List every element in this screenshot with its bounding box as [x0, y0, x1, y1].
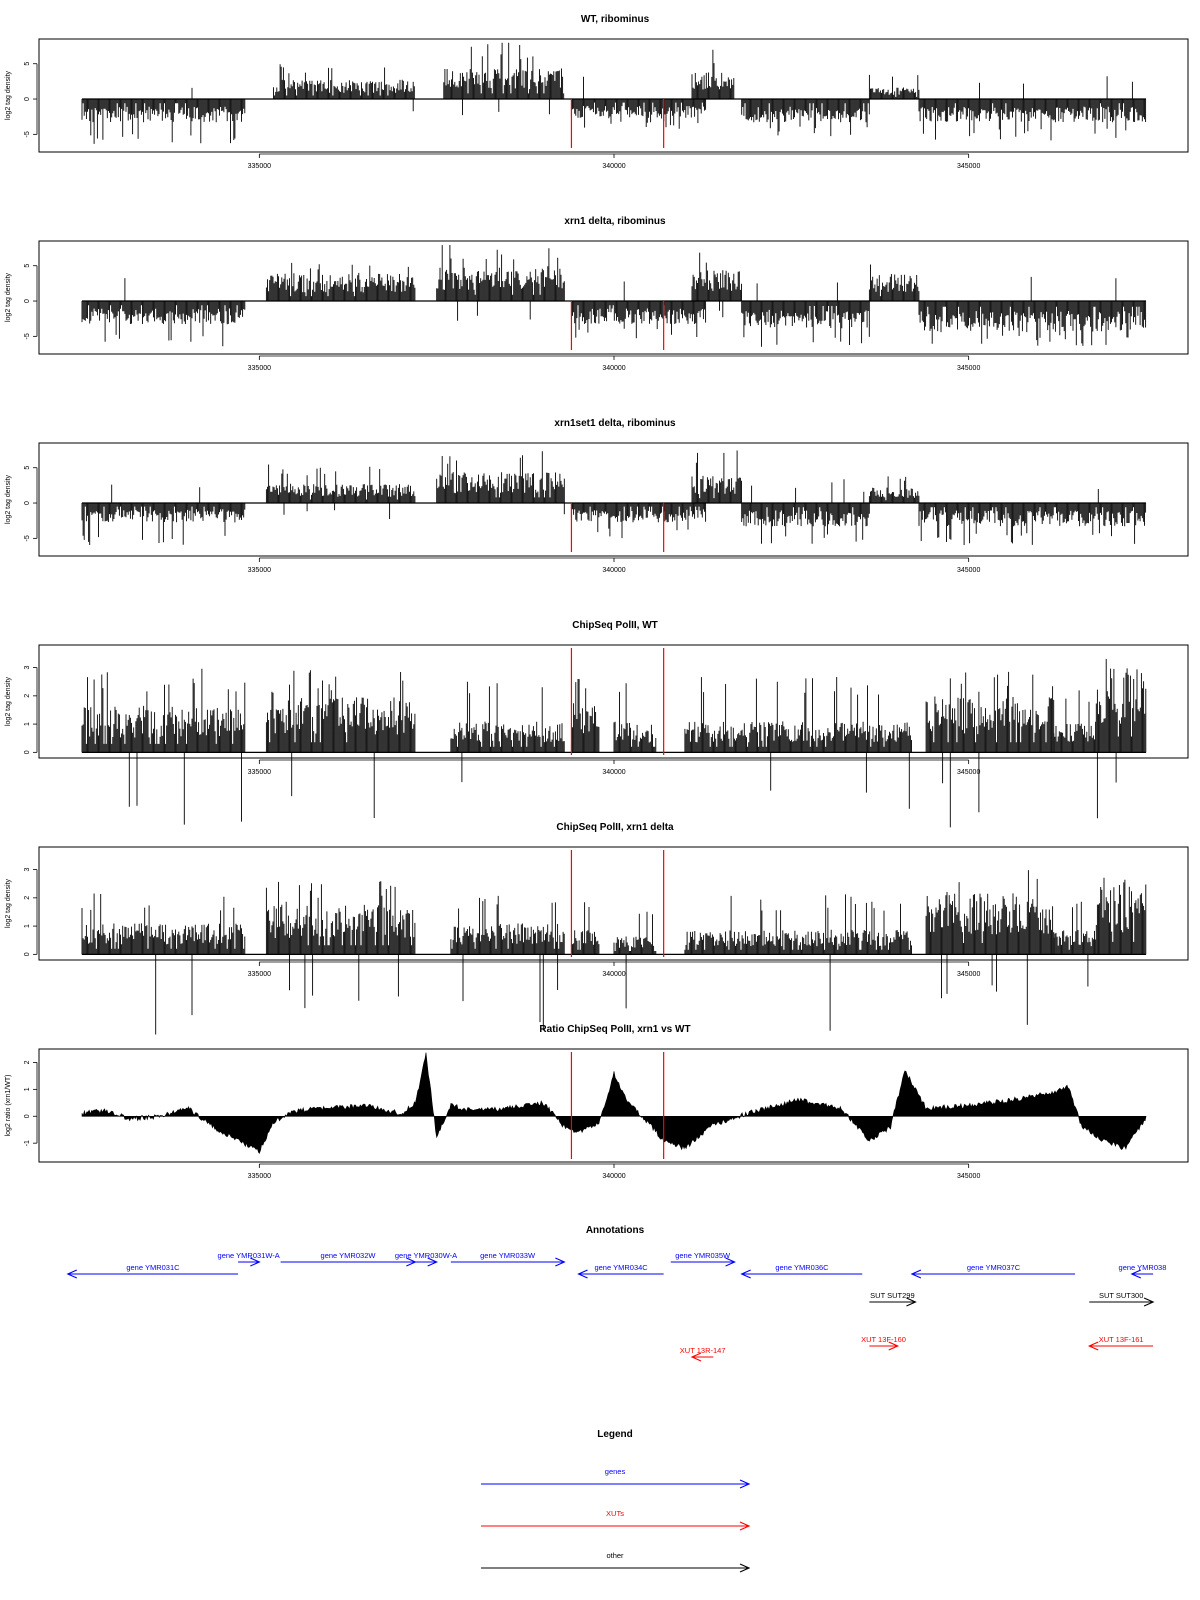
bar-segment-2 — [266, 465, 415, 520]
bar-segment-2 — [274, 64, 415, 111]
chart-panel-5 — [5, 822, 1188, 1035]
chart-panel-2 — [5, 216, 1188, 372]
y-tick-label: 2 — [24, 895, 31, 900]
feature-label: gene YMR034C — [594, 1263, 648, 1272]
y-axis-label: log2 tag density — [5, 272, 12, 323]
bar-segment-7 — [926, 672, 1054, 828]
bar-segment-1 — [82, 88, 245, 144]
bar-segment-4 — [571, 282, 705, 339]
bar-segment-4 — [571, 503, 705, 538]
feature-label: gene YMR031W-A — [217, 1251, 280, 1260]
legend-label: XUTs — [606, 1509, 624, 1518]
legend-arrow-1 — [481, 1480, 749, 1488]
bar-segment-8 — [1054, 690, 1096, 752]
y-tick-label: 0 — [24, 1114, 31, 1119]
bar-segment-7 — [869, 265, 919, 302]
plot-frame — [39, 241, 1188, 354]
x-tick-label: 340000 — [602, 365, 626, 372]
y-axis-label: log2 tag density — [5, 474, 12, 525]
bar-segment-8 — [919, 489, 1146, 545]
chart-panel-6 — [5, 1024, 1188, 1180]
y-axis-label: log2 tag density — [5, 878, 12, 929]
panel-title: ChipSeq PolII, xrn1 delta — [556, 822, 674, 833]
bar-segment-3 — [451, 682, 564, 782]
x-tick-label: 335000 — [247, 365, 272, 372]
feature-label: XUT 13F-161 — [1098, 1335, 1144, 1344]
x-tick-label: 340000 — [602, 567, 626, 574]
annotations-title: Annotations — [585, 1225, 645, 1236]
bar-segment-6 — [742, 283, 870, 347]
y-tick-label: 3 — [24, 665, 31, 670]
y-axis-label: log2 tag density — [5, 676, 12, 727]
feature-label: gene YMR033W — [480, 1251, 536, 1260]
bar-segment-2 — [266, 670, 415, 818]
y-tick-label: 0 — [24, 501, 31, 505]
bar-segment-8 — [1054, 902, 1096, 987]
legend-title: Legend — [597, 1429, 633, 1440]
bar-segment-4 — [571, 679, 599, 752]
y-tick-label: -5 — [24, 535, 31, 542]
bar-segment-6 — [742, 99, 870, 136]
data-marks — [82, 451, 1146, 546]
y-tick-label: -5 — [24, 131, 31, 138]
y-axis-label: log2 tag density — [5, 70, 12, 121]
bar-segment-3 — [437, 451, 565, 514]
feature-label: gene YMR030W-A — [394, 1251, 458, 1260]
data-marks — [82, 1053, 1146, 1154]
y-tick-label: 1 — [24, 924, 31, 929]
bar-segment-6 — [685, 677, 912, 809]
x-tick-label: 335000 — [247, 567, 272, 574]
bar-segment-8 — [919, 76, 1146, 140]
bar-segment-5 — [614, 683, 656, 752]
bar-segment-7 — [926, 870, 1054, 1025]
bar-segment-4 — [571, 77, 705, 129]
bar-segment-1 — [82, 894, 245, 1035]
data-marks — [82, 870, 1146, 1034]
y-tick-label: 2 — [24, 1060, 31, 1065]
plot-frame — [39, 443, 1188, 556]
bar-segment-7 — [869, 75, 919, 99]
panel-title: WT, ribominus — [580, 14, 650, 25]
bar-segment-1 — [82, 278, 245, 346]
x-tick-label: 345000 — [956, 163, 981, 170]
bar-segment-3 — [437, 245, 565, 321]
y-tick-label: 1 — [24, 722, 31, 727]
bar-segment-6 — [742, 479, 870, 543]
bar-segment-1 — [82, 485, 245, 545]
y-tick-label: -5 — [24, 333, 31, 340]
bar-segment-5 — [692, 50, 734, 99]
x-tick-label: 335000 — [247, 163, 272, 170]
x-tick-label: 340000 — [602, 769, 626, 776]
legend — [481, 1467, 749, 1572]
bar-segment-1 — [82, 669, 245, 825]
x-tick-label: 340000 — [602, 1173, 626, 1180]
y-tick-label: 5 — [24, 263, 31, 268]
x-tick-label: 345000 — [956, 971, 981, 978]
ratio-area — [82, 1053, 1146, 1154]
feature-label: gene YMR038 — [1118, 1263, 1167, 1272]
x-tick-label: 335000 — [247, 971, 272, 978]
x-tick-label: 335000 — [247, 769, 272, 776]
panel-title: Ratio ChipSeq PolII, xrn1 vs WT — [539, 1024, 691, 1035]
x-tick-label: 345000 — [956, 365, 981, 372]
x-tick-label: 340000 — [602, 163, 626, 170]
x-tick-label: 340000 — [602, 971, 626, 978]
y-tick-label: 5 — [24, 465, 31, 470]
y-tick-label: 2 — [24, 693, 31, 698]
chart-panel-3 — [5, 418, 1188, 574]
y-tick-label: 0 — [24, 97, 31, 101]
y-tick-label: 5 — [24, 61, 31, 66]
y-tick-label: -1 — [24, 1140, 31, 1147]
bar-segment-4 — [571, 902, 599, 954]
x-tick-label: 335000 — [247, 1173, 272, 1180]
y-tick-label: 0 — [24, 299, 31, 303]
y-tick-label: 0 — [24, 750, 31, 755]
feature-label: gene YMR035W — [675, 1251, 731, 1260]
feature-label: gene YMR032W — [320, 1251, 376, 1260]
bar-segment-3 — [451, 896, 564, 1031]
bar-segment-3 — [444, 43, 564, 115]
data-marks — [82, 43, 1146, 144]
bar-segment-7 — [869, 476, 919, 503]
legend-label: other — [606, 1551, 624, 1560]
y-tick-label: 0 — [24, 952, 31, 957]
bar-segment-9 — [1096, 659, 1146, 818]
data-marks — [82, 245, 1146, 347]
legend-arrow-3 — [481, 1564, 749, 1572]
panel-title: xrn1 delta, ribominus — [564, 216, 666, 227]
feature-label: SUT SUT300 — [1098, 1291, 1144, 1300]
chart-panel-1 — [5, 14, 1188, 170]
chart-panel-4 — [5, 620, 1188, 827]
data-marks — [82, 659, 1146, 827]
feature-label: SUT SUT299 — [870, 1291, 915, 1300]
bar-segment-2 — [266, 881, 415, 1008]
y-tick-label: 1 — [24, 1087, 31, 1092]
panel-title: ChipSeq PolII, WT — [572, 620, 658, 631]
legend-label: genes — [604, 1467, 626, 1476]
annotation-track — [68, 1251, 1167, 1361]
x-tick-label: 345000 — [956, 769, 981, 776]
panel-title: xrn1set1 delta, ribominus — [554, 418, 676, 429]
x-tick-label: 345000 — [956, 1173, 981, 1180]
bar-segment-2 — [266, 263, 415, 301]
bar-segment-6 — [685, 894, 912, 1030]
y-tick-label: 3 — [24, 867, 31, 872]
x-tick-label: 345000 — [956, 567, 981, 574]
bar-segment-8 — [919, 277, 1146, 346]
feature-label: gene YMR036C — [775, 1263, 829, 1272]
feature-label: XUT 13R-147 — [679, 1346, 726, 1355]
legend-arrow-2 — [481, 1522, 749, 1530]
feature-label: gene YMR037C — [966, 1263, 1021, 1272]
bar-segment-5 — [692, 451, 742, 504]
bar-segment-9 — [1096, 878, 1146, 955]
y-axis-label: log2 ratio (xrn1/WT) — [5, 1074, 12, 1137]
feature-label: XUT 13F-160 — [861, 1335, 906, 1344]
feature-label: gene YMR031C — [126, 1263, 180, 1272]
